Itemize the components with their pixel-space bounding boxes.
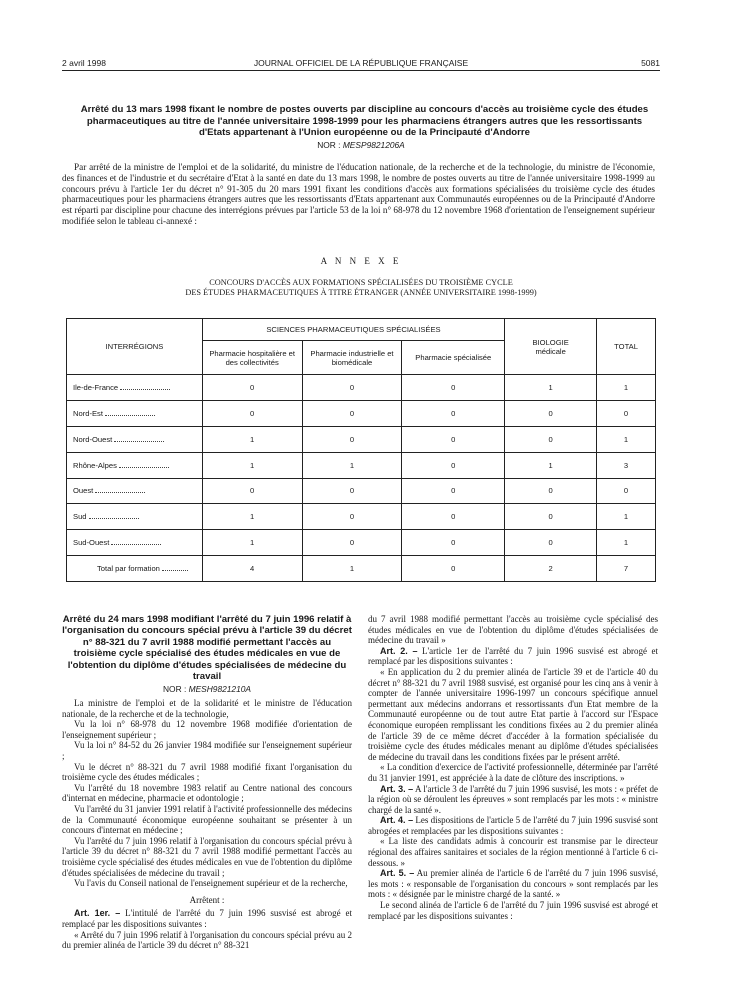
cell-hosp: 0 (202, 375, 302, 401)
cell-indus: 0 (302, 426, 402, 452)
cell-spec: 0 (402, 530, 505, 556)
article-2-quote-2: « La condition d'exercice de l'activité professionnelle, déterminée par l'arrêté du 31 janvier 1991, est appréciée à la date de clôture des inscriptions. » (368, 762, 658, 783)
cell-spec: 0 (402, 400, 505, 426)
cell-indus: 0 (302, 375, 402, 401)
arrete2-nor: NOR : MESH9821210A (163, 684, 251, 695)
cell-total: 1 (597, 426, 656, 452)
cell-spec: 0 (402, 375, 505, 401)
cell-spec: 0 (402, 556, 505, 582)
arrete1-title: Arrêté du 13 mars 1998 fixant le nombre de postes ouverts par discipline au concours d'accès au troisième cycle des études pharmaceutiques au titre de l'année universitaire 1998-1999 pour les pharmaciens étrangers autres que les ressortissants d'Etats appartenant à l'Union européenne ou de la Principauté d'Andorre (80, 104, 649, 139)
article-2: Art. 2. – L'article 1er de l'arrêté du 7 juin 1996 susvisé est abrogé et remplacé par les dispositions suivantes : (368, 645, 659, 667)
cell-total: 0 (597, 478, 656, 504)
postes-table (66, 318, 656, 582)
cell-indus: 0 (302, 400, 402, 426)
visa-paragraph: Vu l'arrêté du 7 juin 1996 relatif à l'organisation du concours spécial prévu à l'article 39 du décret n° 88-321 du 7 avril 1988 modifié permettant l'accès au troisième cycle spécialisé des études médicales en vue de l'obtention du diplôme d'études spécialisées de médecine du travail ; (62, 835, 352, 878)
table-row (67, 530, 656, 556)
row-label: Rhône-Alpes (73, 460, 117, 470)
cell-bio: 0 (505, 426, 597, 452)
header-pharm-hosp: Pharmacie hospitalière et des collectivités (202, 341, 302, 375)
annexe-heading: A N N E X E (320, 256, 402, 266)
header-rule (62, 70, 660, 71)
page-number: 5081 (641, 58, 660, 68)
visa-paragraph: Vu l'arrêté du 31 janvier 1991 relatif à l'activité professionnelle des médecins de la Communauté économique européenne souhaitant se présenter à un concours d'internat en médecine ; (62, 803, 352, 836)
row-label: Nord-Est (73, 408, 103, 418)
cell-hosp: 0 (202, 478, 302, 504)
cell-spec: 0 (402, 504, 505, 530)
cell-spec: 0 (402, 426, 505, 452)
article-1: Art. 1er. – L'intitulé de l'arrêté du 7 juin 1996 susvisé est abrogé et remplacé par les dispositions suivantes : (62, 908, 353, 929)
arrete1-nor: NOR : MESP9821206A (317, 140, 405, 150)
article-3: Art. 3. – A l'article 3 de l'arrêté du 7 juin 1996 susvisé, les mots : « préfet de la région où se déroulent les épreuves » sont remplacés par les mots : « ministre chargé de la santé ». (368, 783, 658, 815)
cell-spec: 0 (402, 452, 505, 478)
header-pharm-spec: Pharmacie spécialisée (402, 341, 505, 375)
arrete2-left-column (62, 614, 352, 951)
table-row (67, 452, 656, 478)
cell-bio: 2 (505, 556, 597, 582)
table-row (67, 375, 656, 401)
cell-total: 1 (597, 375, 656, 401)
header-pharm-indus: Pharmacie industrielle et biomédicale (302, 341, 402, 375)
cell-total: 7 (597, 556, 656, 582)
cell-hosp: 0 (202, 400, 302, 426)
cell-hosp: 4 (202, 556, 302, 582)
article-4-quote: « La liste des candidats admis à concourir est transmise par le directeur régional des affaires sanitaires et sociales de la région mentionné à l'article 6 ci-dessous. » (368, 836, 658, 868)
cell-bio: 0 (505, 504, 597, 530)
visa-paragraph: Vu la loi n° 84-52 du 26 janvier 1984 modifiée sur l'enseignement supérieur ; (62, 740, 352, 761)
visa-paragraph: Vu la loi n° 68-978 du 12 novembre 1968 modifiée d'orientation de l'enseignement supérieur ; (62, 719, 352, 740)
row-label: Ile-de-France (73, 382, 119, 392)
visa-paragraph: Vu l'avis du Conseil national de l'enseignement supérieur et de la recherche, (74, 878, 348, 889)
visa-paragraph: Vu l'arrêté du 18 novembre 1983 relatif au Centre national des concours d'internat en médecine, pharmacie et odontologie ; (62, 782, 352, 804)
arrete2-title: Arrêté du 24 mars 1998 modifiant l'arrêté du 7 juin 1996 relatif à l'organisation du concours spécial prévu à l'article 39 du décret n° 88-321 du 7 avril 1988 modifié permettant l'accès au troisième cycle spécialisé des études médicales en vue de l'obtention du diplôme d'études spécialisées de médecine du travail (62, 614, 352, 683)
cell-bio: 0 (505, 530, 597, 556)
cell-bio: 0 (505, 400, 597, 426)
table-row (67, 426, 656, 452)
cell-spec: 0 (402, 478, 505, 504)
cell-indus: 0 (302, 504, 402, 530)
cell-hosp: 1 (202, 504, 302, 530)
table-row (67, 400, 656, 426)
total-row-label: Total par formation (97, 564, 160, 574)
table-row (67, 478, 656, 504)
cell-indus: 0 (302, 478, 402, 504)
article-1-quote-cont: du 7 avril 1988 modifié permettant l'accès au troisième cycle spécialisé des études médicales en vue de l'obtention du diplôme d'études spécialisées de médecine du travail » (368, 614, 658, 646)
table-row (67, 504, 656, 530)
cell-total: 3 (597, 452, 656, 478)
article-4: Art. 4. – Les dispositions de l'article 5 de l'arrêté du 7 juin 1996 susvisé sont abrogées et remplacées par les dispositions suivantes : (368, 815, 659, 836)
cell-bio: 0 (505, 478, 597, 504)
concours-heading: CONCOURS D'ACCÈS AUX FORMATIONS SPÉCIALISÉES DU TROISIÈME CYCLE DES ÉTUDES PHARMACEUTIQUES À TITRE ÉTRANGER (ANNÉE UNIVERSITAIRE 1998-1999) (185, 278, 537, 297)
article-5: Art. 5. – Au premier alinéa de l'article 6 de l'arrêté du 7 juin 1996 susvisé, les mots : « responsable de l'organisation du concours » sont remplacés par les mots : « désignée par le ministre chargé de la santé. » (368, 868, 658, 900)
header-interregions: INTERRÉGIONS (67, 319, 203, 375)
cell-indus: 1 (302, 452, 402, 478)
header-sciences: SCIENCES PHARMACEUTIQUES SPÉCIALISÉES (202, 319, 504, 341)
row-label: Nord-Ouest (73, 434, 113, 444)
article-2-quote-1: « En application du 2 du premier alinéa de l'article 39 et de l'article 40 du décret n° 88-321 du 7 avril 1988 susvisé, est organisé pour les cinq ans à venir à compter de l'année universitaire 1996-1997 un concours spécifique annuel permettant aux médecins andorrans et ressortissants d'un Etat membre de la Communauté européenne ou de tout autre Etat partie à l'accord sur l'Espace économique européen remplissant les conditions fixées au 2 du premier alinéa de l'article 39 de ce même décret d'accéder à la formation spécialisée du troisième cycle des études médicales menant au diplôme d'études spécialisées de médecine du travail dans les conditions fixées par le présent arrêté. (368, 666, 658, 762)
arretent-label: Arrêtent : (189, 894, 225, 905)
header-date: 2 avril 1998 (62, 58, 106, 68)
cell-hosp: 1 (202, 426, 302, 452)
cell-indus: 0 (302, 530, 402, 556)
cell-indus: 1 (302, 556, 402, 582)
article-1-quote: « Arrêté du 7 juin 1996 relatif à l'organisation du concours spécial prévu au 2 du premier alinéa de l'article 39 du décret n° 88-321 (62, 929, 352, 951)
article-5-para-2: Le second alinéa de l'article 6 de l'arrêté du 7 juin 1996 susvisé est abrogé et remplacé par les dispositions suivantes : (368, 900, 658, 921)
row-label: Sud-Ouest (73, 538, 110, 548)
cell-bio: 1 (505, 375, 597, 401)
cell-hosp: 1 (202, 452, 302, 478)
header-biologie: BIOLOGIE médicale (505, 319, 597, 375)
cell-total: 1 (597, 504, 656, 530)
row-label: Sud (73, 512, 87, 522)
journal-title: JOURNAL OFFICIEL DE LA RÉPUBLIQUE FRANÇAISE (253, 58, 469, 68)
cell-total: 0 (597, 400, 656, 426)
visa-paragraph: Vu le décret n° 88-321 du 7 avril 1988 modifié fixant l'organisation du troisième cycle des études médicales ; (62, 761, 352, 783)
table-total-row (67, 556, 656, 582)
cell-bio: 1 (505, 452, 597, 478)
header-total: TOTAL (597, 319, 656, 375)
row-label: Ouest (73, 486, 94, 496)
arrete2-right-column (368, 614, 658, 921)
visa-paragraph: La ministre de l'emploi et de la solidarité et le ministre de l'éducation nationale, de la recherche et de la technologie, (62, 698, 352, 719)
arrete1-body: Par arrêté de la ministre de l'emploi et de la solidarité, du ministre de l'éducation nationale, de la recherche et de la technologie, du ministre de l'économie, des finances et de l'industrie et du secrétaire d'Etat à la santé en date du 13 mars 1998, le nombre de postes ouverts au titre de l'année universitaire 1998-1999 au concours prévu à l'article 1er du décret n° 91-305 du 20 mars 1991 fixant les conditions d'accès aux formations spécialisées du troisième cycle des études pharmaceutiques pour les pharmaciens étrangers autres que les ressortissants d'Etats appartenant aux Communautés européennes ou de la Principauté d'Andorre est réparti par discipline pour chacune des interrégions prévues par l'article 53 de la loi n° 68-978 du 12 novembre 1968 d'orientation de l'enseignement supérieur modifiée selon le tableau ci-annexé : (62, 162, 655, 226)
cell-total: 1 (597, 530, 656, 556)
cell-hosp: 1 (202, 530, 302, 556)
